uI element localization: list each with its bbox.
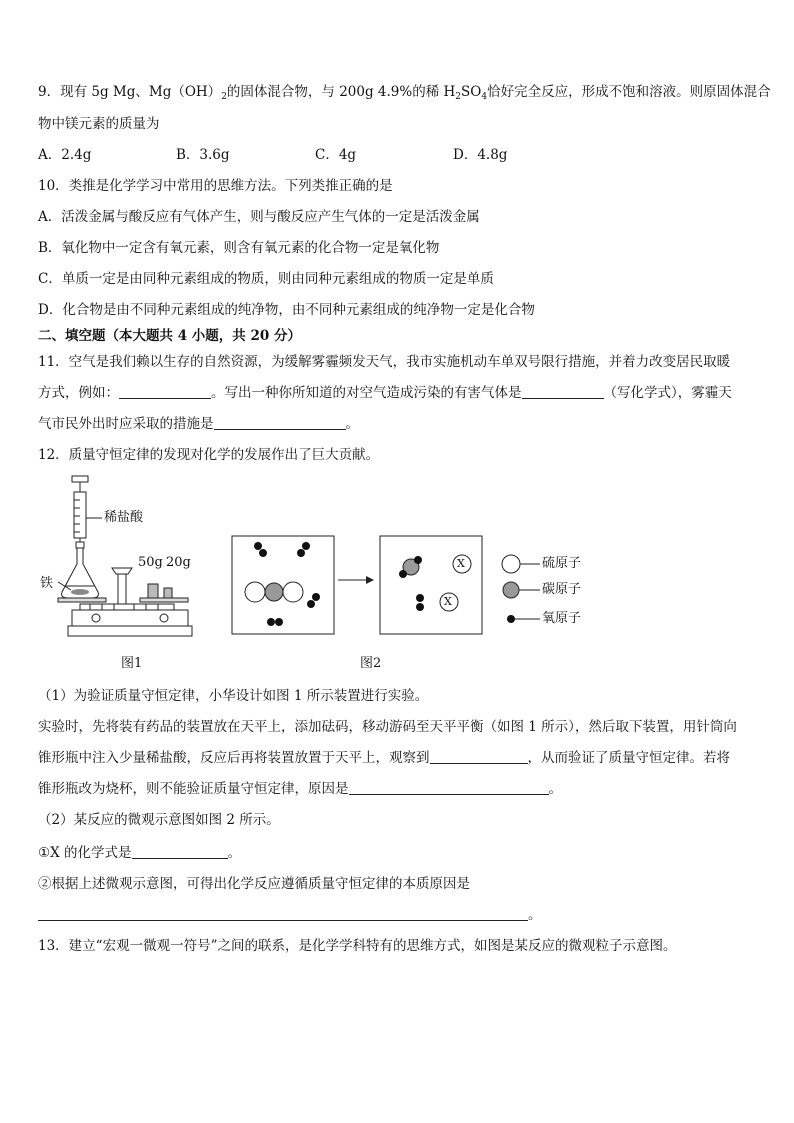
q11-text-a: 方式，例如： [38, 385, 119, 401]
q11-line1: 11．空气是我们赖以生存的自然资源，为缓解雾霾频发天气，我市实施机动车单双号限行措施，并着力改变居民取暖 [38, 354, 731, 370]
q12-part1-line4 [38, 779, 562, 799]
oxygen-atom [399, 570, 407, 578]
iron-sample [71, 589, 89, 595]
figure1-caption: 图1 [121, 656, 143, 671]
q9-text-a: 9．现有 5g Mg、Mg（OH） [38, 84, 222, 100]
weight-20g [164, 588, 172, 598]
legend-sulfur-symbol [502, 555, 520, 573]
q12-blank-reason[interactable] [349, 780, 549, 795]
oxygen-atom [267, 618, 275, 626]
q10-option-c: C．单质一定是由同种元素组成的物质，则由同种元素组成的物质一定是单质 [38, 271, 494, 287]
figure1-weight-20g-label: 20g [166, 555, 191, 570]
q12-text-g: 。 [528, 907, 542, 923]
q12-blank-observation[interactable] [430, 749, 528, 764]
oxygen-atom [254, 542, 262, 550]
q11-blank-gas[interactable] [522, 384, 604, 399]
q11-text-b: 。写出一种你所知道的对空气造成污染的有害气体是 [211, 385, 522, 401]
q9-sub-2: 2 [221, 92, 227, 102]
legend-symbols [500, 552, 546, 632]
legend-oxygen-label: 氧原子 [542, 611, 582, 626]
q11-text-e: 。 [345, 416, 359, 432]
q12-part1-line2: 实验时，先将装有药品的装置放在天平上，添加砝码，移动游码至天平平衡（如图 1 所示），然后取下装置，用针筒向 [38, 719, 737, 735]
oxygen-atom [312, 593, 320, 601]
q12-text-a: 锥形瓶中注入少量稀盐酸，反应后再将装置放置于天平上，观察到 [38, 750, 430, 766]
oxygen-atom [297, 549, 305, 557]
flask-stopper [76, 542, 84, 548]
oxygen-atom [302, 542, 310, 550]
q10-option-d: D．化合物是由不同种元素组成的纯净物，由不同种元素组成的纯净物一定是化合物 [38, 302, 535, 318]
legend-carbon-label: 碳原子 [542, 582, 582, 597]
figure1-weight-50g-label: 50g [138, 555, 163, 570]
q9-stem-line2: 物中镁元素的质量为 [38, 116, 160, 132]
q12-text-c: 锥形瓶改为烧杯，则不能验证质量守恒定律，原因是 [38, 781, 349, 797]
q11-line2 [38, 383, 732, 403]
q13-stem: 13．建立“宏观一微观一符号”之间的联系，是化学学科特有的思维方式，如图是某反应的微观粒子示意图。 [38, 938, 677, 954]
q12-text-f: 。 [227, 845, 242, 861]
section-heading: 二、填空题（本大题共 4 小题，共 20 分） [38, 328, 301, 344]
q11-text-c: （写化学式），雾霾天 [603, 385, 732, 401]
balance-base [72, 610, 188, 626]
q11-text-d: 气市民外出时应采取的措施是 [38, 416, 214, 432]
q12-blank-essence[interactable] [38, 906, 528, 921]
q12-blank-formula[interactable] [132, 844, 228, 859]
q9-stem-line1 [38, 82, 771, 102]
figure2-caption: 图2 [360, 656, 382, 671]
figure1-acid-label: 稀盐酸 [104, 510, 144, 525]
q12-text-b: ，从而验证了质量守恒定律。若将 [527, 750, 730, 766]
q10-option-b: B．氧化物中一定含有氧元素，则含有氧元素的化合物一定是氧化物 [38, 240, 440, 256]
q9-option-b: B．3.6g [176, 147, 230, 163]
q10-stem: 10．类推是化学学习中常用的思维方法。下列类推正确的是 [38, 178, 393, 194]
q9-text-b: 的固体混合物，与 200g 4.9%的稀 H [226, 84, 456, 100]
figure2-x-label-2: X [444, 595, 452, 608]
legend-carbon-symbol [503, 582, 519, 598]
oxygen-atom [307, 600, 315, 608]
sulfur-atom [245, 582, 265, 602]
q12-part2-item2-answer [38, 905, 542, 925]
q12-text-d: 。 [548, 781, 562, 797]
q9-sub-h2: 2 [455, 92, 462, 102]
oxygen-atom [416, 594, 424, 602]
syringe-plunger-cap [72, 476, 88, 482]
q11-blank-measure[interactable] [214, 415, 346, 430]
syringe-barrel [74, 492, 86, 538]
carbon-atom [265, 583, 283, 601]
q9-option-a: A．2.4g [38, 147, 92, 163]
q9-text-d: 恰好完全反应，形成不饱和溶液。则原固体混合 [487, 84, 771, 100]
q12-stem: 12．质量守恒定律的发现对化学的发展作出了巨大贡献。 [38, 447, 380, 463]
oxygen-atom [259, 549, 267, 557]
q12-part1-line3 [38, 748, 730, 768]
left-pan [58, 598, 106, 602]
products-box [380, 536, 482, 634]
q9-option-d: D．4.8g [453, 147, 508, 163]
oxygen-atom [275, 618, 283, 626]
beam-scale [80, 604, 174, 610]
q9-sub-4: 4 [481, 92, 488, 102]
q12-part2-item2: ②根据上述微观示意图，可得出化学反应遵循质量守恒定律的本质原因是 [38, 876, 470, 892]
q12-text-e: ①X 的化学式是 [38, 845, 132, 861]
figure2-x-label-1: X [457, 557, 465, 570]
q12-part2-item1 [38, 843, 241, 863]
balance-foot [68, 626, 192, 636]
oxygen-atom [414, 556, 422, 564]
q12-part1: （1）为验证质量守恒定律，小华设计如图 1 所示装置进行实验。 [38, 688, 429, 704]
q11-line3 [38, 414, 359, 434]
figure2-reaction [228, 534, 490, 638]
q12-part2: （2）某反应的微观示意图如图 2 所示。 [38, 812, 280, 828]
q9-option-c: C．4g [315, 147, 357, 163]
q10-option-a: A．活泼金属与酸反应有气体产生，则与酸反应产生气体的一定是活泼金属 [38, 209, 480, 225]
q11-blank-heating[interactable] [119, 384, 211, 399]
legend-oxygen-symbol [507, 615, 515, 623]
sulfur-atom [283, 582, 303, 602]
oxygen-atom [416, 603, 424, 611]
figure1-iron-label: 铁 [40, 576, 54, 591]
q9-text-c: SO [461, 84, 482, 100]
right-pan [140, 598, 188, 602]
legend-sulfur-label: 硫原子 [542, 556, 582, 571]
weight-50g [148, 584, 158, 598]
